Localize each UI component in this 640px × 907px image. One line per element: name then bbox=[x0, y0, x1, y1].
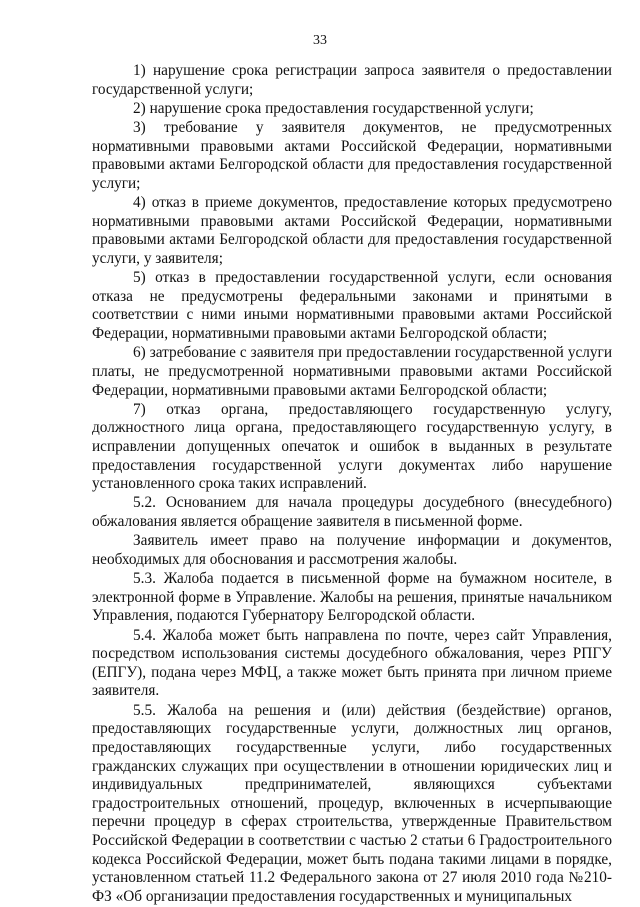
paragraph-5-4: 5.4. Жалоба может быть направлена по почте, через сайт Управления, посредством использования системы досудебного обжалования, через РПГУ (ЕПГУ), подана через МФЦ, а также может быть принята при личном приеме заявителя. bbox=[92, 626, 612, 700]
paragraph-item-4: 4) отказ в приеме документов, предоставление которых предусмотрено нормативными правовыми актами Российской Федерации, нормативными правовыми актами Белгородской области для предоставления государственной услуги, у заявителя; bbox=[92, 194, 612, 267]
document-body bbox=[92, 62, 612, 907]
paragraph-5-5: 5.5. Жалоба на решения и (или) действия (бездействие) органов, предоставляющих государственные услуги, должностных лиц органов, предоставляющих государственные услуги, либо государственных гражданских служащих при осуществлении в отношении юридических лиц и индивидуальных предпринимателей, являющихся субъектами градостроительных отношений, процедур, включенных в исчерпывающие перечни процедур в сферах строительства, утвержденные Правительством Российской Федерации в соответствии с частью 2 статьи 6 Градостроительного кодекса Российской Федерации, может быть подана такими лицами в порядке, установленном статьей 11.2 Федерального закона от 27 июля 2010 года №210-ФЗ «Об организации предоставления государственных и муниципальных bbox=[92, 701, 612, 905]
paragraph-item-7: 7) отказ органа, предоставляющего государственную услугу, должностного лица органа, предоставляющего государственную услугу, в исправлении допущенных опечаток и ошибок в выданных в результате предоставления государственной услуги документах либо нарушение установленного срока таких исправлений. bbox=[92, 400, 612, 493]
page-number: 33 bbox=[313, 33, 327, 48]
paragraph-item-2: 2) нарушение срока предоставления государственной услуги; bbox=[133, 99, 534, 117]
paragraph-item-5: 5) отказ в предоставлении государственной услуги, если основания отказа не предусмотрены федеральными законами и принятыми в соответствии с ними иными нормативными правовыми актами Российской Федерации, нормативными правовыми актами Белгородской области; bbox=[92, 269, 612, 343]
paragraph-item-1: 1) нарушение срока регистрации запроса заявителя о предоставлении государственной услуги; bbox=[92, 62, 612, 98]
paragraph-5-3: 5.3. Жалоба подается в письменной форме на бумажном носителе, в электронной форме в Управление. Жалобы на решения, принятые начальником Управления, подаются Губернатору Белгородской области. bbox=[92, 570, 612, 625]
paragraph-item-6: 6) затребование с заявителя при предоставлении государственной услуги платы, не предусмотренной нормативными правовыми актами Российской Федерации, нормативными правовыми актами Белгородской области; bbox=[92, 344, 612, 399]
paragraph-5-2: 5.2. Основанием для начала процедуры досудебного (внесудебного) обжалования является обращение заявителя в письменной форме. bbox=[92, 494, 612, 531]
paragraph-item-3: 3) требование у заявителя документов, не предусмотренных нормативными правовыми актами Российской Федерации, нормативными правовыми актами Белгородской области для предоставления государственной услуги; bbox=[92, 119, 612, 192]
paragraph-applicant-right: Заявитель имеет право на получение информации и документов, необходимых для обоснования и рассмотрения жалобы. bbox=[92, 532, 612, 568]
